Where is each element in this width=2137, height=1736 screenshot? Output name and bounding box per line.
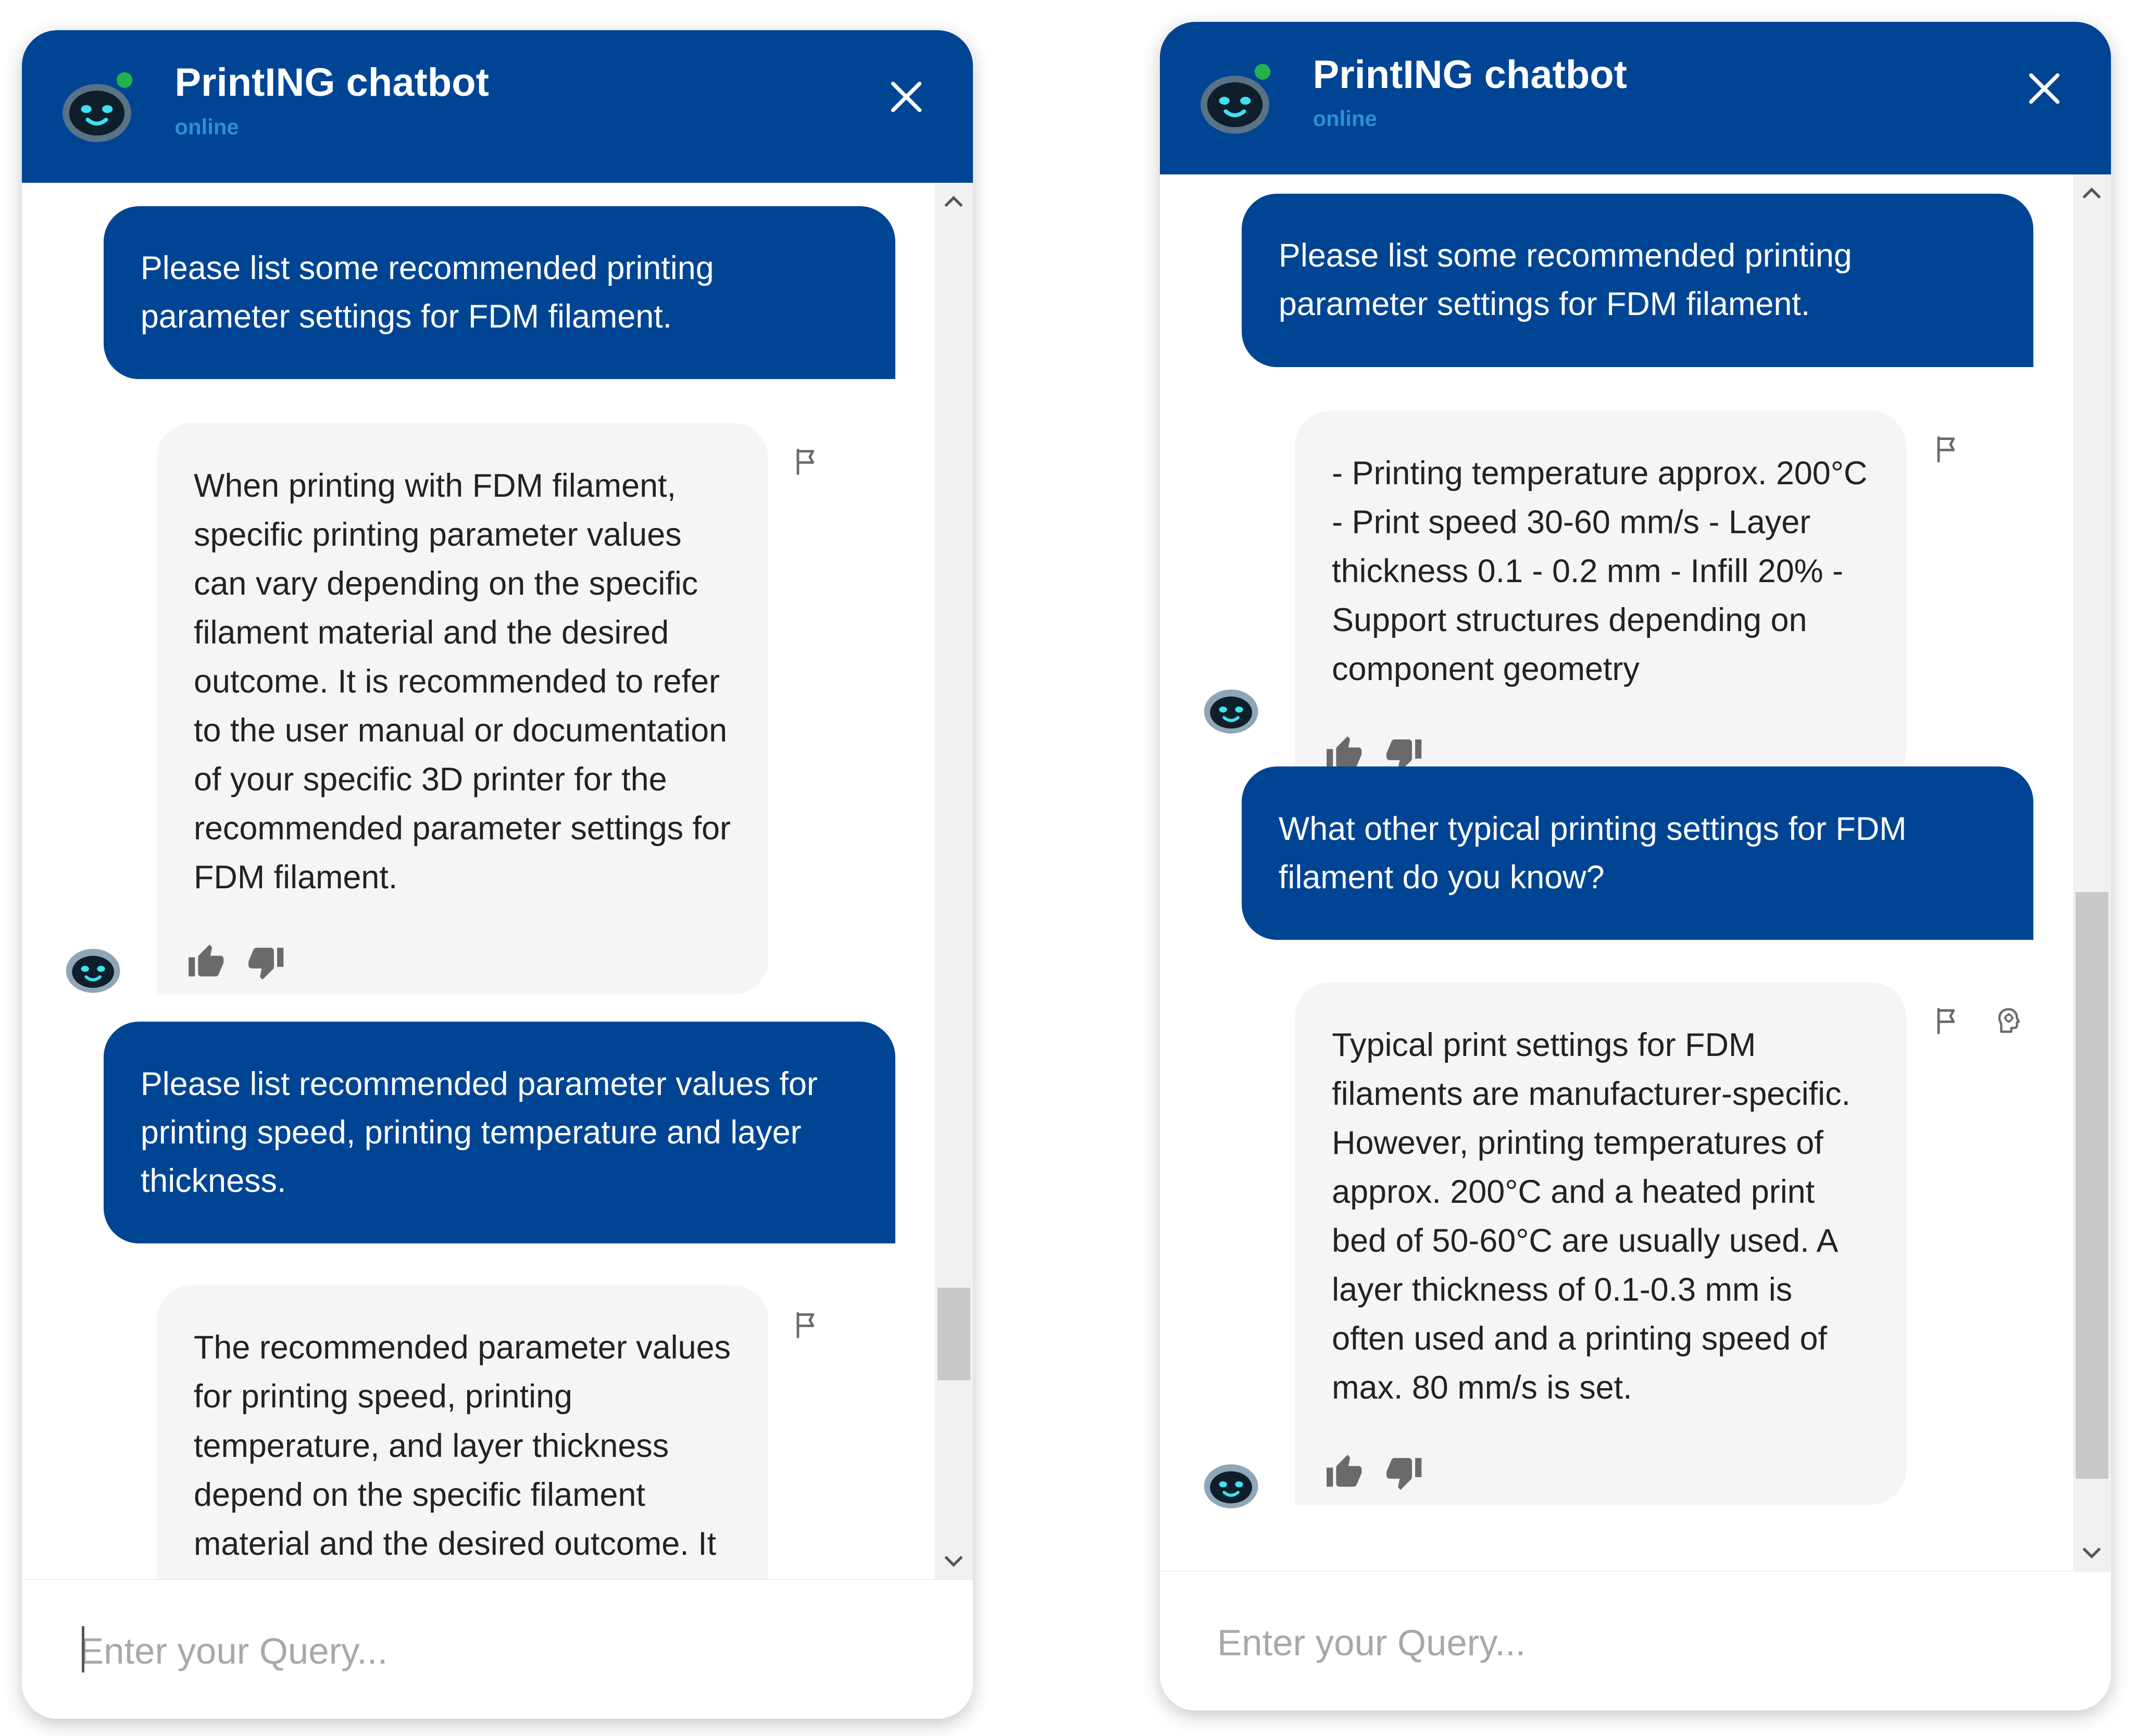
bot-message-text: The recommended parameter values for printing speed, printing temperature, and layer thickness depend on the specific filament material and the desired outcome. It bbox=[194, 1329, 731, 1562]
close-icon[interactable] bbox=[889, 79, 924, 115]
scroll-up-icon[interactable] bbox=[943, 194, 965, 210]
user-message bbox=[1242, 766, 2033, 940]
scroll-down-icon[interactable] bbox=[2081, 1544, 2103, 1561]
bot-message bbox=[1295, 982, 1906, 1505]
chat-title: PrintING chatbot bbox=[1313, 52, 1627, 97]
bot-avatar-icon bbox=[1201, 680, 1261, 739]
bot-message bbox=[1295, 411, 1906, 787]
flag-icon[interactable] bbox=[792, 1310, 822, 1340]
query-input[interactable] bbox=[79, 1621, 898, 1681]
bot-message-text: Typical print settings for FDM filaments are manufacturer-specific. However, printing temperatures of approx. 200°C and a heated print bed of 50-60°C are usually used. A layer thickness of 0.1-0.3 mm is often used and a printing speed of max. 80 mm/s is set. bbox=[1332, 1026, 1851, 1406]
user-message bbox=[104, 1022, 895, 1243]
bot-message bbox=[157, 423, 768, 995]
online-status: online bbox=[174, 115, 239, 140]
thumbs-up-icon[interactable] bbox=[1325, 1453, 1363, 1491]
user-message bbox=[1242, 194, 2033, 367]
text-cursor bbox=[82, 1626, 84, 1672]
thumbs-down-icon[interactable] bbox=[247, 943, 285, 981]
chatbot-robot-icon bbox=[1195, 60, 1274, 139]
chatbot-window-right bbox=[1160, 22, 2111, 1711]
chat-header bbox=[1160, 22, 2111, 174]
scroll-down-icon[interactable] bbox=[943, 1553, 965, 1569]
online-status: online bbox=[1313, 106, 1377, 131]
scrollbar[interactable] bbox=[935, 183, 973, 1580]
user-message bbox=[104, 206, 895, 380]
brain-icon[interactable] bbox=[1994, 1005, 2024, 1036]
query-input[interactable] bbox=[1217, 1613, 2036, 1672]
chat-title: PrintING chatbot bbox=[174, 60, 489, 105]
bot-avatar-icon bbox=[1201, 1454, 1261, 1514]
user-message-text: Please list some recommended printing parameter settings for FDM filament. bbox=[1278, 237, 1852, 323]
flag-icon[interactable] bbox=[792, 446, 822, 476]
chat-header bbox=[22, 30, 973, 183]
bot-message-text: When printing with FDM filament, specific printing parameter values can vary depending on the specific filament material and the desired outcome. It is recommended to refer to the user manual or documentation of your specific 3D printer for the recommended parameter settings for FDM filament. bbox=[194, 467, 731, 896]
flag-icon[interactable] bbox=[1932, 434, 1963, 464]
scrollbar-thumb[interactable] bbox=[938, 1288, 970, 1380]
scrollbar-thumb[interactable] bbox=[2076, 892, 2108, 1479]
bot-avatar-icon bbox=[63, 939, 123, 999]
thumbs-up-icon[interactable] bbox=[187, 943, 225, 981]
flag-icon[interactable] bbox=[1932, 1005, 1963, 1036]
bot-message bbox=[157, 1285, 768, 1580]
input-bar bbox=[1160, 1571, 2111, 1710]
user-message-text: Please list some recommended printing parameter settings for FDM filament. bbox=[140, 249, 714, 335]
scrollbar[interactable] bbox=[2073, 174, 2111, 1571]
scroll-up-icon[interactable] bbox=[2081, 185, 2103, 202]
user-message-text: What other typical printing settings for FDM filament do you know? bbox=[1278, 810, 1907, 896]
message-list[interactable] bbox=[1160, 174, 2111, 1571]
input-bar bbox=[22, 1579, 973, 1719]
user-message-text: Please list recommended parameter values for printing speed, printing temperature and layer thickness. bbox=[140, 1065, 818, 1199]
close-icon[interactable] bbox=[2027, 71, 2062, 106]
chatbot-window-left bbox=[22, 30, 973, 1719]
message-list[interactable] bbox=[22, 183, 973, 1580]
chatbot-robot-icon bbox=[57, 68, 136, 147]
bot-message-text: - Printing temperature approx. 200°C - Print speed 30-60 mm/s - Layer thickness 0.1 - 0.2 mm - Infill 20% - Support structures depending on component geometry bbox=[1332, 455, 1868, 688]
thumbs-down-icon[interactable] bbox=[1385, 1453, 1423, 1491]
